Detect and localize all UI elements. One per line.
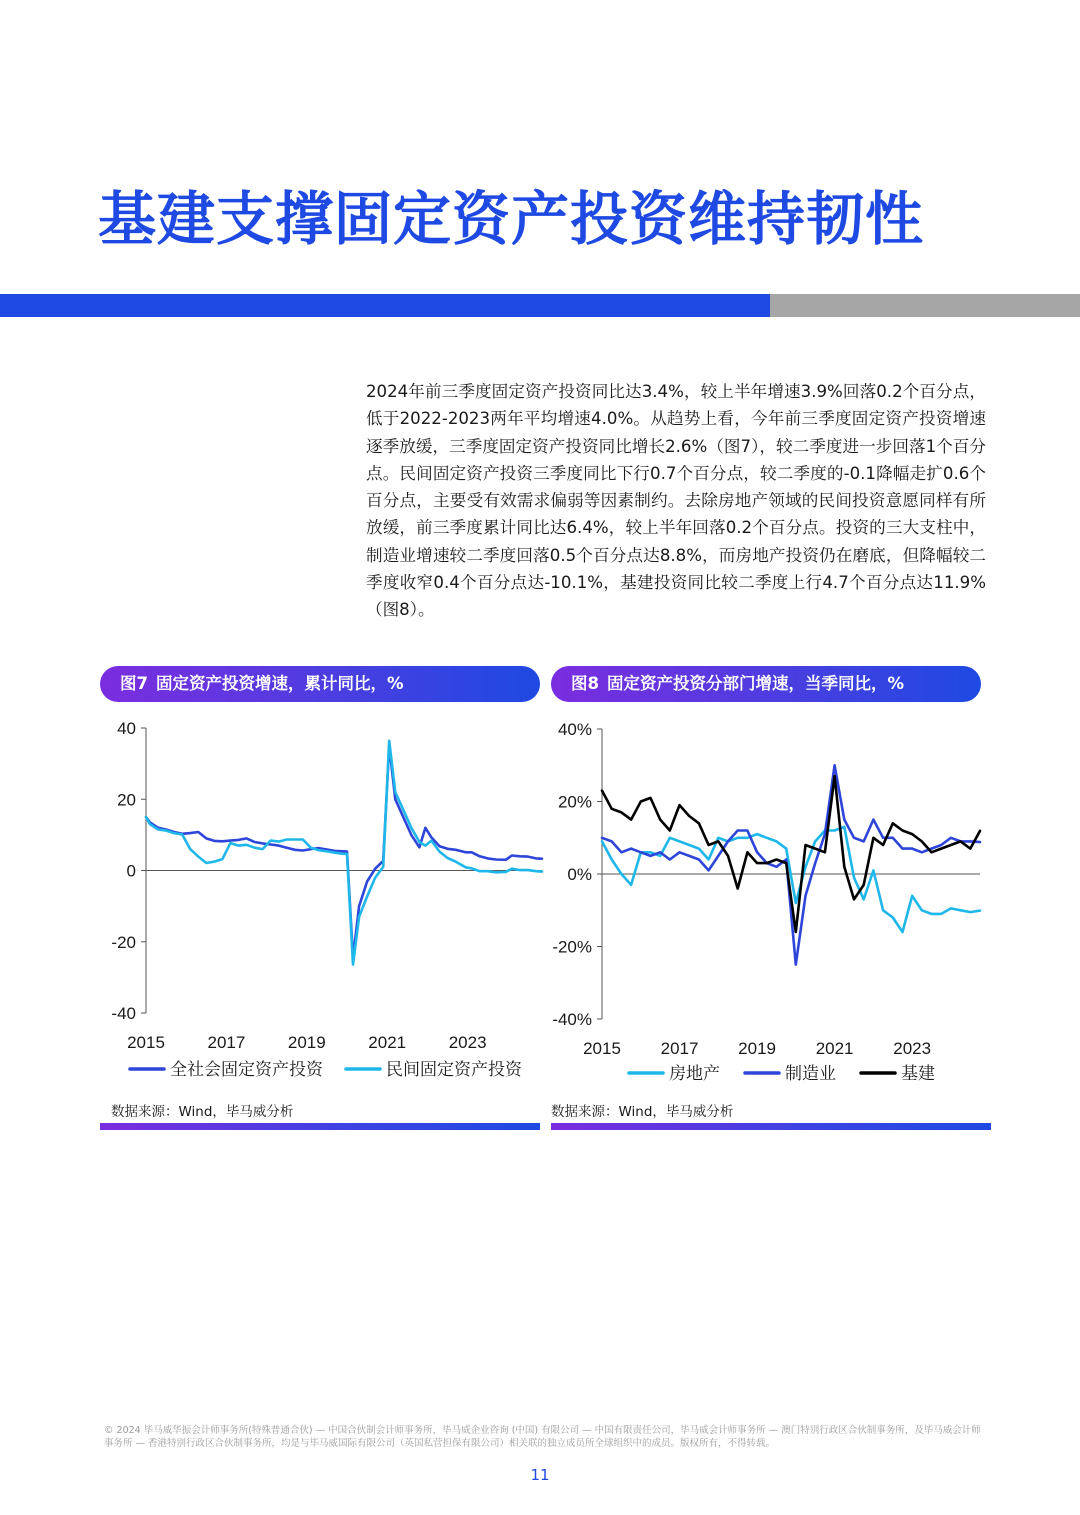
fig8-chart: [545, 700, 995, 1090]
header-blue-bar: [0, 294, 770, 317]
x-tick-label: 2015: [583, 1039, 621, 1058]
page-title: 基建支撑固定资产投资维持韧性: [98, 185, 925, 253]
fig7-number: 图7: [120, 674, 148, 693]
chart7-series-0-line: [146, 746, 542, 958]
y-tick-label: -20: [111, 932, 136, 952]
x-tick-label: 2021: [368, 1033, 407, 1052]
x-tick-label: 2019: [738, 1039, 776, 1058]
fig7-underline: [100, 1123, 540, 1130]
fig8-number: 图8: [571, 674, 599, 693]
legend-label: 民间固定资产投资: [386, 1060, 522, 1080]
fig7-chart: [90, 700, 550, 1090]
fig7-title-pill: [100, 666, 540, 702]
legend-label: 全社会固定资产投资: [170, 1060, 323, 1080]
x-tick-label: 2021: [815, 1039, 854, 1058]
y-tick-label: -40: [111, 1004, 136, 1023]
fig8-title-pill: [551, 666, 981, 702]
chart8-series-1-line: [602, 765, 980, 964]
x-tick-label: 2019: [287, 1033, 326, 1052]
y-tick-label: 0%: [567, 865, 592, 884]
header-gray-bar: [770, 294, 1080, 317]
page-number: 11: [530, 1466, 550, 1484]
chart7-series-1-line: [146, 741, 542, 965]
x-tick-label: 2017: [207, 1033, 246, 1052]
fig7-title: 固定资产投资增速，累计同比，%: [155, 674, 404, 693]
fig8-underline: [551, 1123, 991, 1130]
legend-label: 制造业: [785, 1064, 836, 1084]
y-tick-label: 40%: [557, 720, 592, 739]
x-tick-label: 2023: [893, 1039, 932, 1058]
body-paragraph: 2024年前三季度固定资产投资同比达3.4%，较上半年增速3.9%回落0.2个百分点，低于2022-2023两年平均增速4.0%。从趋势上看，今年前三季度固定资产投资增速逐季放缓，三季度固定资产投资同比增长2.6%（图7），较二季度进一步回落1个百分点。民间固定资产投资三季度同比下行0.7个百分点，较二季度的-0.1降幅走扩0.6个百分点，主要受有效需求偏弱等因素制约。去除房地产领域的民间投资意愿同样有所放缓，前三季度累计同比达6.4%，较上半年回落0.2个百分点。投资的三大支柱中，制造业增速较二季度回落0.5个百分点达8.8%，而房地产投资仍在磨底，但降幅较二季度收窄0.4个百分点达-10.1%，基建投资同比较二季度上行4.7个百分点达11.9%（图8）。: [366, 382, 986, 620]
y-tick-label: 0: [126, 861, 136, 881]
y-tick-label: 40: [117, 719, 136, 738]
y-tick-label: 20%: [557, 792, 592, 812]
legend-label: 房地产: [669, 1064, 720, 1084]
x-tick-label: 2015: [127, 1033, 165, 1052]
fig8-title: 固定资产投资分部门增速，当季同比，%: [606, 674, 905, 693]
y-tick-label: 20: [117, 790, 136, 810]
fig8-source: 数据来源：Wind，毕马威分析: [551, 1104, 734, 1120]
x-tick-label: 2023: [448, 1033, 487, 1052]
footer-legal-text: © 2024 毕马威华振会计师事务所(特殊普通合伙) — 中国合伙制会计师事务所，毕马威企业咨询 (中国) 有限公司 — 中国有限责任公司，毕马威会计师事务所 — 澳门特别行政区合伙制事务所，及毕马威会计师事务所 — 香港特别行政区合伙制事务所，均是与毕马威国际有限公司（英国私营担保有限公司）相关联的独立成员所全球组织中的成员。版权所有，不得转载。: [104, 1425, 981, 1449]
y-tick-label: -40%: [552, 1010, 592, 1029]
legend-label: 基建: [901, 1064, 935, 1084]
x-tick-label: 2017: [660, 1039, 699, 1058]
y-tick-label: -20%: [552, 937, 592, 957]
fig7-source: 数据来源：Wind，毕马威分析: [111, 1104, 294, 1120]
